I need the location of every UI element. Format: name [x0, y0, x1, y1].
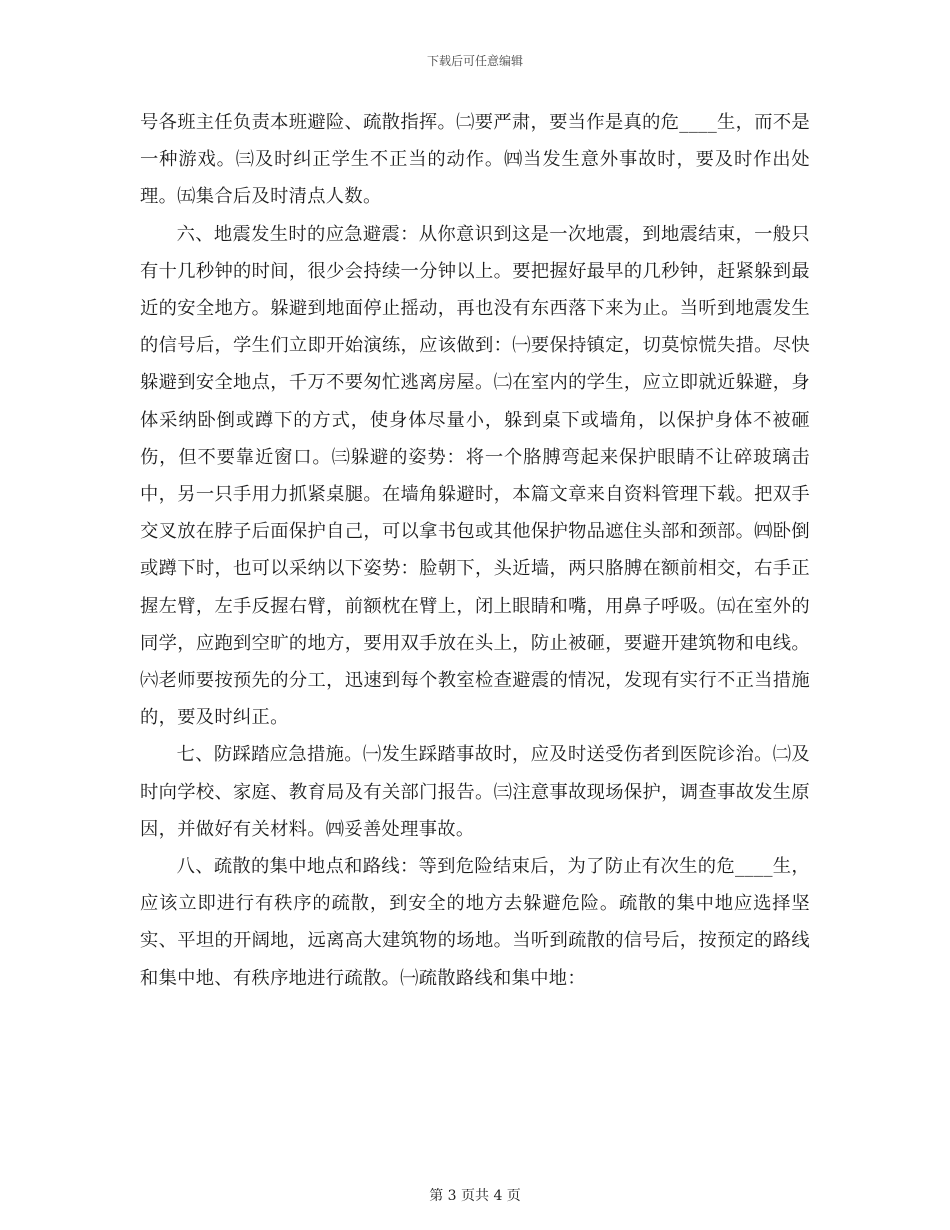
paragraph-section-eight: 八、疏散的集中地点和路线：等到危险结束后，为了防止有次生的危____生，应该立即进行有秩序的疏散，到安全的地方去躲避危险。疏散的集中地应选择坚实、平坦的开阔地，远离高大建筑物的场地。当听到疏散的信号后，按预定的路线和集中地、有秩序地进行疏散。㈠疏散路线和集中地：: [140, 856, 810, 989]
paragraph-section-seven: 七、防踩踏应急措施。㈠发生踩踏事故时，应及时送受伤者到医院诊治。㈡及时向学校、家庭、教育局及有关部门报告。㈢注意事故现场保护，调查事故发生原因，并做好有关材料。㈣妥善处理事故。: [140, 744, 810, 840]
page-header: 下载后可任意编辑: [426, 54, 523, 68]
paragraph-continuation: 号各班主任负责本班避险、疏散指挥。㈡要严肃，要当作是真的危____生，而不是一种游戏。㈢及时纠正学生不正当的动作。㈣当发生意外事故时，要及时作出处理。㈤集合后及时清点人数。: [140, 112, 810, 208]
paragraph-section-six: 六、地震发生时的应急避震：从你意识到这是一次地震，到地震结束，一般只有十几秒钟的时间，很少会持续一分钟以上。要把握好最早的几秒钟，赶紧躲到最近的安全地方。躲避到地面停止摇动，再也没有东西落下来为止。当听到地震发生的信号后，学生们立即开始演练，应该做到：㈠要保持镇定，切莫惊慌失措。尽快躲避到安全地点，千万不要匆忙逃离房屋。㈡在室内的学生，应立即就近躲避，身体采纳卧倒或蹲下的方式，使身体尽量小，躲到桌下或墙角，以保护身体不被砸伤，但不要靠近窗口。㈢躲避的姿势：将一个胳膊弯起来保护眼睛不让碎玻璃击中，另一只手用力抓紧桌腿。在墙角躲避时，本篇文章来自资料管理下载。把双手交叉放在脖子后面保护自己，可以拿书包或其他保护物品遮住头部和颈部。㈣卧倒或蹲下时，也可以采纳以下姿势：脸朝下，头近墙，两只胳膊在额前相交，右手正握左臂，左手反握右臂，前额枕在臂上，闭上眼睛和嘴，用鼻子呼吸。㈤在室外的同学，应跑到空旷的地方，要用双手放在头上，防止被砸，要避开建筑物和电线。㈥老师要按预先的分工，迅速到每个教室检查避震的情况，发现有实行不正当措施的，要及时纠正。: [140, 223, 810, 729]
document-body: [140, 104, 810, 997]
page-number: 第 3 页共 4 页: [429, 1188, 521, 1204]
